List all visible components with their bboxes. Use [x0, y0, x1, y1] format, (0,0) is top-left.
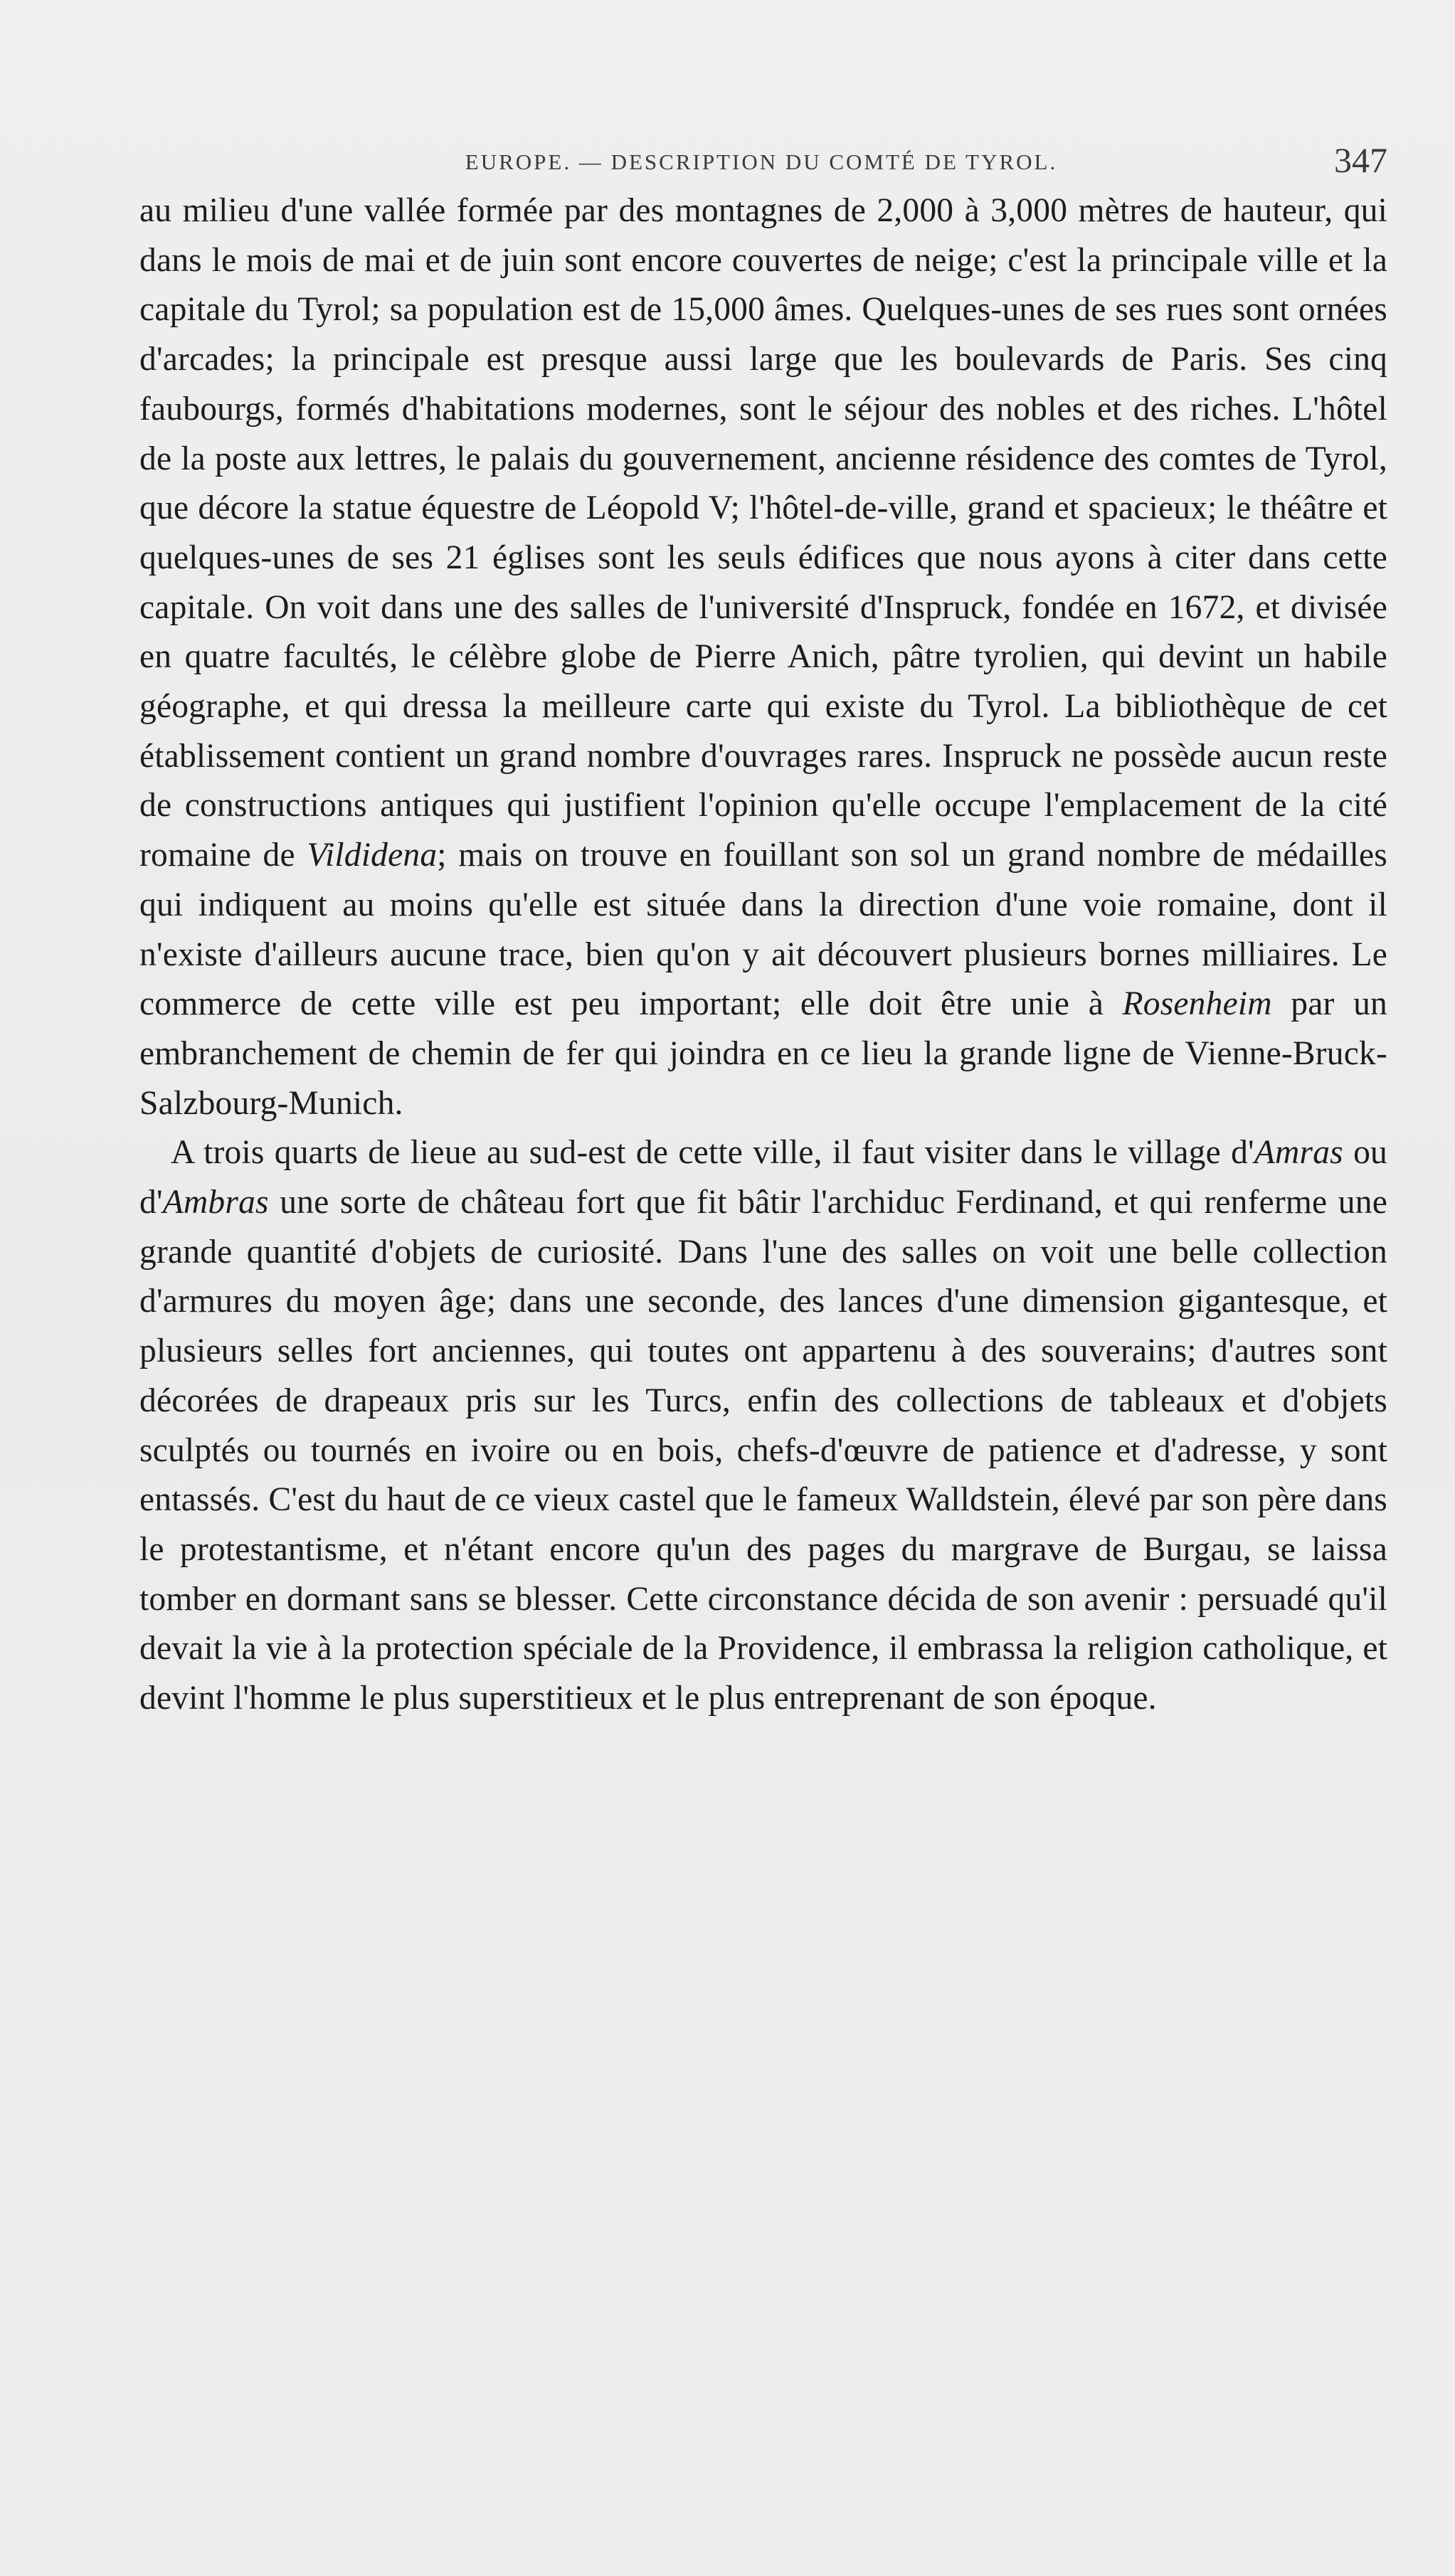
- place-name-amras: Amras: [1254, 1134, 1343, 1172]
- running-header: EUROPE. — DESCRIPTION DU COMTÉ DE TYROL.: [465, 149, 1058, 174]
- main-text: [139, 186, 1387, 1724]
- paragraph-2: [139, 1128, 1387, 1723]
- page-number: 347: [1334, 140, 1387, 180]
- paragraph-1-text-c: par un embranchement de chemin de fer qui joindra en ce lieu la grande ligne de Vienne-Bruck-Salzbourg-Munich.: [139, 985, 1388, 1122]
- paragraph-2-text-a: A trois quarts de lieue au sud-est de cette ville, il faut visiter dans le village d': [171, 1134, 1254, 1172]
- paragraph-1-text-b: ; mais on trouve en fouillant son sol un grand nombre de médailles qui indiquent au moins qu'elle est située dans la direction d'une voie romaine, dont il n'existe d'ailleurs aucune trace, bien qu'on y ait découvert plusieurs bornes milliaires. Le commerce de cette ville est peu important; elle doit être unie à: [139, 837, 1387, 1023]
- paragraph-2-text-b: ou d': [139, 1134, 1387, 1221]
- place-name-vildidena: Vildidena: [307, 837, 438, 874]
- place-name-ambras: Ambras: [162, 1184, 269, 1221]
- paragraph-2-text-c: une sorte de château fort que fit bâtir l'archiduc Ferdinand, et qui renferme une grande quantité d'objets de curiosité. Dans l'une des salles on voit une belle collection d'armures du moyen âge; dans une seconde, des lances d'une dimension gigantesque, et plusieurs selles fort anciennes, qui toutes ont appartenu à des souverains; d'autres sont décorées de drapeaux pris sur les Turcs, enfin des collections de tableaux et d'objets sculptés ou tournés en ivoire ou en bois, chefs-d'œuvre de patience et d'adresse, y sont entassés. C'est du haut de ce vieux castel que le fameux Walldstein, élevé par son père dans le protestantisme, et n'étant encore qu'un des pages du margrave de Burgau, se laissa tomber en dormant sans se blesser. Cette circonstance décida de son avenir : persuadé qu'il devait la vie à la protection spéciale de la Providence, il embrassa la religion catholique, et devint l'homme le plus superstitieux et le plus entreprenant de son époque.: [139, 1184, 1387, 1717]
- paragraph-1-text-a: au milieu d'une vallée formée par des montagnes de 2,000 à 3,000 mètres de hauteur, qui dans le mois de mai et de juin sont encore couvertes de neige; c'est la principale ville et la capitale du Tyrol; sa population est de 15,000 âmes. Quelques-unes de ses rues sont ornées d'arcades; la principale est presque aussi large que les boulevards de Paris. Ses cinq faubourgs, formés d'habitations modernes, sont le séjour des nobles et des riches. L'hôtel de la poste aux lettres, le palais du gouvernement, ancienne résidence des comtes de Tyrol, que décore la statue équestre de Léopold V; l'hôtel-de-ville, grand et spacieux; le théâtre et quelques-unes de ses 21 églises sont les seuls édifices que nous ayons à citer dans cette capitale. On voit dans une des salles de l'université d'Inspruck, fondée en 1672, et divisée en quatre facultés, le célèbre globe de Pierre Anich, pâtre tyrolien, qui devint un habile géographe, et qui dressa la meilleure carte qui existe du Tyrol. La bibliothèque de cet établissement contient un grand nombre d'ouvrages rares. Inspruck ne possède aucun reste de constructions antiques qui justifient l'opinion qu'elle occupe l'emplacement de la cité romaine de: [139, 192, 1387, 874]
- paragraph-1: [139, 186, 1387, 1128]
- place-name-rosenheim: Rosenheim: [1122, 985, 1272, 1023]
